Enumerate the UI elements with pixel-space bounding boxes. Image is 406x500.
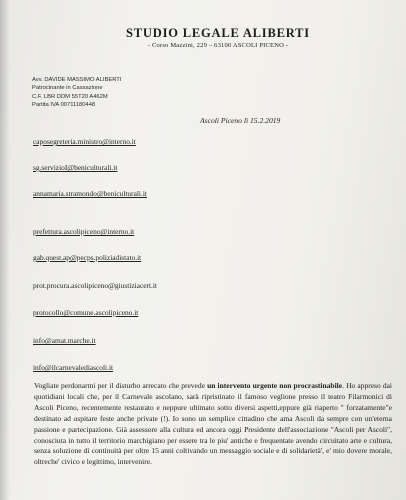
page-shadow (0, 0, 10, 500)
recipient-email[interactable]: prefettura.ascolipiceno@interno.it (33, 227, 135, 236)
firm-address: - Corso Mazzini, 229 – 63100 ASCOLI PICENO - (147, 42, 289, 49)
body-intro: Vogliate perdonarmi per il disturbo arrecato che prevede (34, 381, 208, 390)
lawyer-block (32, 76, 121, 110)
lawyer-tax-code: C.F. LBR DDM 55T20 A462M (32, 93, 108, 100)
lawyer-court: Patrocinante in Cassazione (32, 85, 103, 92)
recipient-email[interactable]: annamaria.stramondo@beniculturali.it (33, 189, 147, 198)
body-text: . Ho appreso dai quotidiani locali che, per il Carnevale ascolano, sarà ripristinato il famoso veglione presso il teatro Filarmonici di Ascoli Piceno, recentemente restaurato e neppure ultimato sotto diversi aspetti,eppure già riaperto " forzatamente"e destinato ad ospitare feste anche private (!). Io sono un semplice cittadino che ama Ascoli da sempre con un'eterna passione e partecipazione. Già assessore alla cultura ed ancora oggi Presidente dell'associazione "Ascoli per Ascoli", conosciuta in tutto il territorio marchigiano per essere tra le piu' antiche e frequentate avendo circuitato arte e cultura, senza soluzione di continuità per oltre 15 anni coltivando un messaggio sociale e di solidarietà', e' mio dovere morale, oltreche' civico e legittimo, intervenire. (34, 381, 393, 467)
lawyer-vat: Partita IVA 00711180448 (32, 102, 96, 109)
recipient-email[interactable]: caposegreteria.ministro@interno.it (33, 137, 136, 146)
body-paragraph (34, 381, 392, 468)
recipient-email[interactable]: info@ilcarnevalediascoli.it (33, 363, 114, 372)
recipient-email[interactable]: info@amat.marche.it (33, 336, 96, 345)
letter-body (34, 381, 392, 468)
place-date: Ascoli Piceno lì 15.2.2019 (200, 116, 281, 125)
recipient-email[interactable]: sg.servizioI@beniculturali.it (33, 163, 118, 172)
lawyer-name: Avv. DAVIDE MASSIMO ALIBERTI (32, 77, 122, 83)
recipient-email[interactable]: prot.procura.ascolipiceno@giustiziacert.it (33, 281, 157, 290)
firm-name: STUDIO LEGALE ALIBERTI (126, 26, 310, 40)
recipient-email[interactable]: gab.quest.ap@pecps.poliziadistato.it (33, 253, 142, 262)
body-emphasis: un intervento urgente non procrastinabile (207, 381, 343, 390)
recipient-email[interactable]: protocollo@comune.ascolipiceno.it (33, 308, 139, 317)
